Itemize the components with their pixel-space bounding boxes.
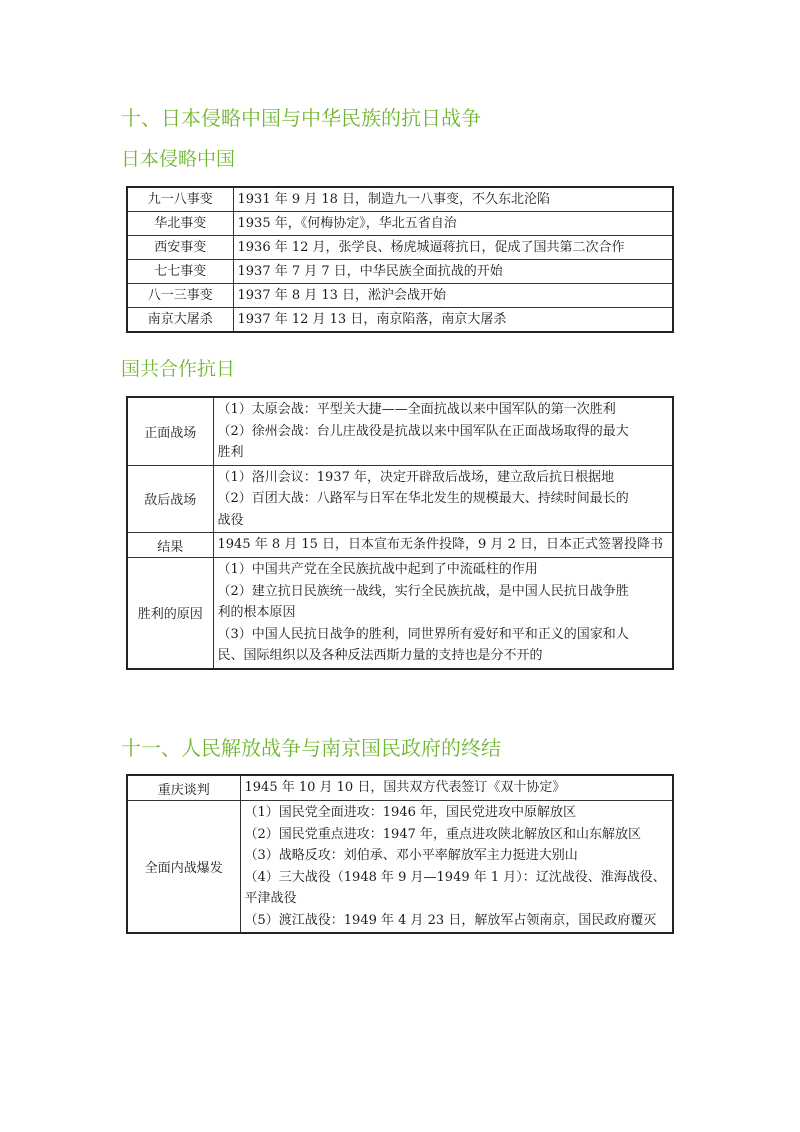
table-row xyxy=(127,236,673,260)
content-line: （2）建立抗日民族统一战线，实行全民族抗战，是中国人民抗日战争胜 xyxy=(217,583,629,599)
content-line: （4）三大战役（1948 年 9 月—1949 年 1 月）：辽沈战役、淮海战役、 xyxy=(244,869,666,885)
victory-reasons-content xyxy=(213,558,673,669)
table-row xyxy=(127,284,673,308)
table-row xyxy=(127,308,673,333)
event-name-cell: 九一八事变 xyxy=(127,187,233,212)
event-name-cell: 八一三事变 xyxy=(127,284,233,308)
section-10-title: 十、日本侵略中国与中华民族的抗日战争 xyxy=(121,106,481,130)
rear-battlefield-content xyxy=(213,465,673,533)
table-row xyxy=(127,775,673,801)
content-line: （2）国民党重点进攻：1947 年，重点进攻陕北解放区和山东解放区 xyxy=(244,826,641,842)
content-line: 胜利 xyxy=(217,445,244,460)
content-line: （3）战略反攻：刘伯承、邓小平率解放军主力挺进大别山 xyxy=(244,848,578,863)
event-desc-cell: 1937 年 12 月 13 日，南京陷落，南京大屠杀 xyxy=(233,308,673,333)
content-line: （5）渡江战役：1949 年 4 月 23 日，解放军占领南京，国民政府覆灭 xyxy=(244,912,657,928)
event-desc-cell: 1935 年，《何梅协定》，华北五省自治 xyxy=(233,212,673,236)
content-line: （3）中国人民抗日战争的胜利，同世界所有爱好和平和正义的国家和人 xyxy=(217,626,629,642)
table-row xyxy=(127,187,673,212)
civil-war-label: 全面内战爆发 xyxy=(127,801,240,934)
cooperation-table xyxy=(126,396,674,670)
result-content: 1945 年 8 月 15 日，日本宣布无条件投降，9 月 2 日，日本正式签署投降书 xyxy=(213,533,673,558)
content-line: （1）太原会战：平型关大捷——全面抗战以来中国军队的第一次胜利 xyxy=(217,402,616,417)
content-line: （2）百团大战：八路军与日军在华北发生的规模最大、持续时间最长的 xyxy=(217,491,629,506)
table-row xyxy=(127,397,673,465)
content-line: 战役 xyxy=(217,512,244,528)
content-line: （1）洛川会议：1937 年，决定开辟敌后战场，建立敌后抗日根据地 xyxy=(217,469,614,485)
event-name-cell: 西安事变 xyxy=(127,236,233,260)
subsection-cooperation-title: 国共合作抗日 xyxy=(121,358,236,380)
victory-reasons-label: 胜利的原因 xyxy=(127,558,213,669)
subsection-japan-invasion-title: 日本侵略中国 xyxy=(121,148,236,170)
civil-war-content xyxy=(240,801,673,934)
event-desc-cell: 1937 年 8 月 13 日，淞沪会战开始 xyxy=(233,284,673,308)
invasion-table xyxy=(126,186,674,333)
event-name-cell: 七七事变 xyxy=(127,260,233,284)
content-line: （1）中国共产党在全民族抗战中起到了中流砥柱的作用 xyxy=(217,562,538,577)
section-11-title: 十一、人民解放战争与南京国民政府的终结 xyxy=(121,736,501,760)
front-battlefield-content xyxy=(213,397,673,465)
result-label: 结果 xyxy=(127,533,213,558)
event-name-cell: 华北事变 xyxy=(127,212,233,236)
content-line: （1）国民党全面进攻：1946 年，国民党进攻中原解放区 xyxy=(244,805,576,820)
table-row xyxy=(127,465,673,533)
chongqing-negotiation-label: 重庆谈判 xyxy=(127,775,240,801)
content-line: 利的根本原因 xyxy=(217,605,296,620)
table-row xyxy=(127,533,673,558)
table-row xyxy=(127,212,673,236)
table-row xyxy=(127,558,673,669)
chongqing-negotiation-content: 1945 年 10 月 10 日，国共双方代表签订《双十协定》 xyxy=(240,775,673,801)
front-battlefield-label: 正面战场 xyxy=(127,397,213,465)
event-desc-cell: 1936 年 12 月，张学良、杨虎城逼蒋抗日，促成了国共第二次合作 xyxy=(233,236,673,260)
event-name-cell: 南京大屠杀 xyxy=(127,308,233,333)
liberation-war-table xyxy=(126,774,674,934)
content-line: （2）徐州会战：台儿庄战役是抗战以来中国军队在正面战场取得的最大 xyxy=(217,423,629,439)
content-line: 平津战役 xyxy=(244,891,297,906)
content-line: 民、国际组织以及各种反法西斯力量的支持也是分不开的 xyxy=(217,648,543,663)
table-row xyxy=(127,260,673,284)
event-desc-cell: 1931 年 9 月 18 日，制造九一八事变，不久东北沦陷 xyxy=(233,187,673,212)
table-row xyxy=(127,801,673,934)
rear-battlefield-label: 敌后战场 xyxy=(127,465,213,533)
event-desc-cell: 1937 年 7 月 7 日，中华民族全面抗战的开始 xyxy=(233,260,673,284)
